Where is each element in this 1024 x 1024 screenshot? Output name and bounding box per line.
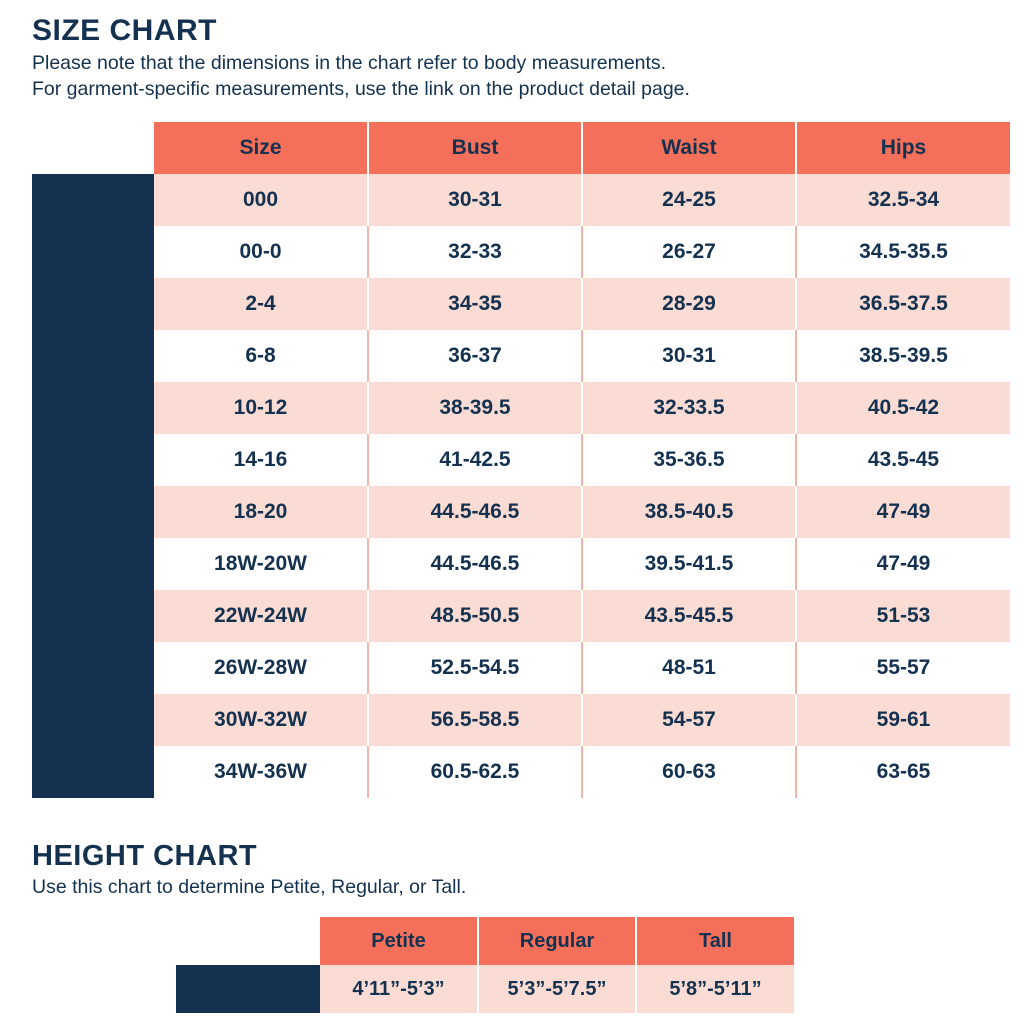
cell-waist: 43.5-45.5 <box>582 590 796 642</box>
cell-size: 000 <box>154 174 368 226</box>
table-row <box>32 538 1010 590</box>
cell-waist: 28-29 <box>582 278 796 330</box>
cell-waist: 26-27 <box>582 226 796 278</box>
cell-waist: 54-57 <box>582 694 796 746</box>
header-corner-blank <box>32 122 154 174</box>
row-label: S <box>32 330 154 382</box>
column-header-tall: Tall <box>636 917 794 965</box>
table-row <box>32 278 1010 330</box>
column-header-size: Size <box>154 122 368 174</box>
cell-hips: 63-65 <box>796 746 1010 798</box>
cell-size: 18-20 <box>154 486 368 538</box>
cell-bust: 60.5-62.5 <box>368 746 582 798</box>
cell-size: 26W-28W <box>154 642 368 694</box>
size-table-container <box>32 122 1000 798</box>
column-header-petite: Petite <box>320 917 478 965</box>
cell-waist: 35-36.5 <box>582 434 796 486</box>
height-chart-title: HEIGHT CHART <box>32 840 258 873</box>
cell-hips: 32.5-34 <box>796 174 1010 226</box>
row-label-height: Height <box>176 965 320 1013</box>
row-label: XL <box>32 486 154 538</box>
table-row <box>32 694 1010 746</box>
row-label: 4X <box>32 694 154 746</box>
cell-bust: 56.5-58.5 <box>368 694 582 746</box>
cell-size: 14-16 <box>154 434 368 486</box>
cell-size: 00-0 <box>154 226 368 278</box>
height-table-header-row <box>176 917 794 965</box>
cell-hips: 51-53 <box>796 590 1010 642</box>
table-row <box>32 486 1010 538</box>
cell-bust: 48.5-50.5 <box>368 590 582 642</box>
cell-hips: 40.5-42 <box>796 382 1010 434</box>
cell-hips: 55-57 <box>796 642 1010 694</box>
cell-size: 34W-36W <box>154 746 368 798</box>
cell-size: 10-12 <box>154 382 368 434</box>
table-row <box>176 965 794 1013</box>
cell-petite: 4’11”-5’3” <box>320 965 478 1013</box>
height-chart-section <box>32 840 1000 1013</box>
cell-waist: 30-31 <box>582 330 796 382</box>
table-row <box>32 330 1010 382</box>
row-label: 5X <box>32 746 154 798</box>
size-chart-note-line-2: For garment-specific measurements, use the link on the product detail page. <box>32 77 690 100</box>
cell-tall: 5’8”-5’11” <box>636 965 794 1013</box>
cell-waist: 39.5-41.5 <box>582 538 796 590</box>
cell-size: 2-4 <box>154 278 368 330</box>
page-title: SIZE CHART <box>32 14 217 47</box>
table-row <box>32 642 1010 694</box>
cell-hips: 59-61 <box>796 694 1010 746</box>
cell-bust: 52.5-54.5 <box>368 642 582 694</box>
cell-waist: 48-51 <box>582 642 796 694</box>
cell-bust: 44.5-46.5 <box>368 538 582 590</box>
table-row <box>32 174 1010 226</box>
cell-bust: 38-39.5 <box>368 382 582 434</box>
height-chart-note: Use this chart to determine Petite, Regular, or Tall. <box>32 876 467 899</box>
cell-bust: 32-33 <box>368 226 582 278</box>
cell-waist: 24-25 <box>582 174 796 226</box>
cell-bust: 34-35 <box>368 278 582 330</box>
table-row <box>32 226 1010 278</box>
column-header-hips: Hips <box>796 122 1010 174</box>
table-row <box>32 382 1010 434</box>
row-label: 3X <box>32 642 154 694</box>
row-label: 2X <box>32 590 154 642</box>
cell-bust: 41-42.5 <box>368 434 582 486</box>
cell-hips: 43.5-45 <box>796 434 1010 486</box>
cell-regular: 5’3”-5’7.5” <box>478 965 636 1013</box>
cell-waist: 60-63 <box>582 746 796 798</box>
table-row <box>32 590 1010 642</box>
row-label: M <box>32 382 154 434</box>
column-header-waist: Waist <box>582 122 796 174</box>
cell-waist: 38.5-40.5 <box>582 486 796 538</box>
table-row <box>32 434 1010 486</box>
cell-hips: 34.5-35.5 <box>796 226 1010 278</box>
row-label: L <box>32 434 154 486</box>
cell-hips: 47-49 <box>796 538 1010 590</box>
column-header-bust: Bust <box>368 122 582 174</box>
row-label: XXS <box>32 226 154 278</box>
cell-hips: 36.5-37.5 <box>796 278 1010 330</box>
cell-size: 6-8 <box>154 330 368 382</box>
row-label: XS <box>32 278 154 330</box>
row-label: 1X <box>32 538 154 590</box>
cell-size: 22W-24W <box>154 590 368 642</box>
height-chart-table <box>176 917 794 1013</box>
size-table-header-row <box>32 122 1010 174</box>
cell-size: 30W-32W <box>154 694 368 746</box>
column-header-regular: Regular <box>478 917 636 965</box>
size-chart-note-line-1: Please note that the dimensions in the chart refer to body measurements. <box>32 52 667 74</box>
cell-size: 18W-20W <box>154 538 368 590</box>
cell-bust: 30-31 <box>368 174 582 226</box>
cell-waist: 32-33.5 <box>582 382 796 434</box>
table-row <box>32 746 1010 798</box>
cell-hips: 38.5-39.5 <box>796 330 1010 382</box>
size-chart-table <box>32 122 1010 798</box>
cell-bust: 36-37 <box>368 330 582 382</box>
height-header-corner-blank <box>176 917 320 965</box>
row-label: XXXS <box>32 174 154 226</box>
cell-bust: 44.5-46.5 <box>368 486 582 538</box>
cell-hips: 47-49 <box>796 486 1010 538</box>
